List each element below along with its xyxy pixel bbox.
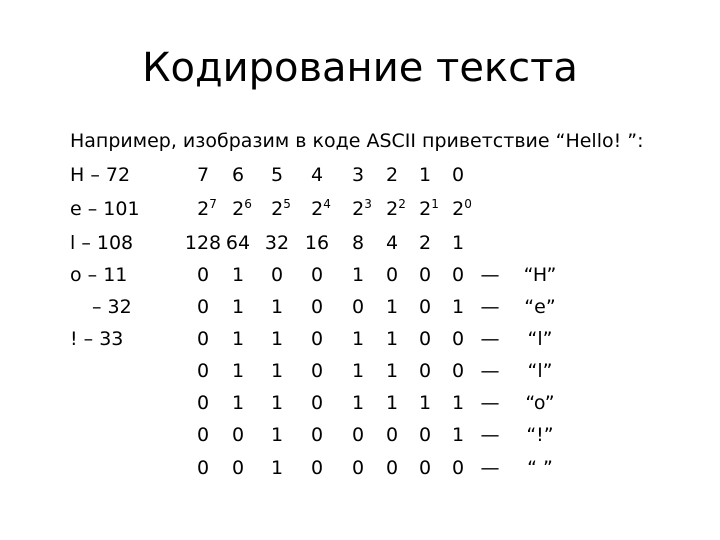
char-result: “e” — [524, 296, 556, 318]
bit-cell: 0 — [418, 296, 432, 318]
bit-position: 6 — [231, 164, 245, 186]
dash-separator: — — [480, 264, 500, 286]
power-exponent: 1 — [431, 197, 439, 211]
bit-cell: 0 — [351, 296, 365, 318]
bit-cell: 0 — [196, 296, 210, 318]
bit-cell: 0 — [351, 424, 365, 446]
bit-cell: 1 — [270, 328, 284, 350]
char-code-label: ! – 33 — [70, 328, 124, 350]
bit-cell: 1 — [270, 392, 284, 414]
power-exponent: 5 — [283, 197, 291, 211]
char-result: “l” — [527, 360, 553, 382]
bit-cell: 0 — [270, 264, 284, 286]
bit-cell: 0 — [196, 360, 210, 382]
bit-position: 4 — [310, 164, 324, 186]
bit-cell: 1 — [231, 328, 245, 350]
char-result: “l” — [527, 328, 553, 350]
power-base: 2 — [271, 198, 284, 220]
char-code-label: – 32 — [92, 296, 132, 318]
bit-position: 7 — [196, 164, 210, 186]
power-of-two — [197, 196, 217, 222]
bit-cell: 1 — [385, 296, 399, 318]
power-of-two — [232, 196, 252, 222]
bit-cell: 1 — [385, 392, 399, 414]
bit-cell: 1 — [385, 360, 399, 382]
char-code-label: o – 11 — [70, 264, 128, 286]
weight-value: 32 — [264, 232, 290, 254]
bit-position: 3 — [351, 164, 365, 186]
bit-cell: 0 — [351, 457, 365, 479]
power-of-two — [352, 196, 372, 222]
char-result: “o” — [525, 392, 555, 414]
bit-position: 1 — [418, 164, 432, 186]
power-of-two — [271, 196, 291, 222]
char-code-label: e – 101 — [70, 198, 140, 220]
bit-cell: 1 — [270, 424, 284, 446]
intro-text: Например, изобразим в коде ASCII приветствие “Hello! ”: — [70, 130, 644, 152]
bit-cell: 0 — [310, 296, 324, 318]
bit-cell: 0 — [418, 424, 432, 446]
bit-cell: 1 — [418, 392, 432, 414]
bit-cell: 1 — [351, 392, 365, 414]
bit-cell: 1 — [231, 264, 245, 286]
bit-cell: 1 — [351, 360, 365, 382]
bit-cell: 1 — [351, 328, 365, 350]
bit-cell: 0 — [310, 424, 324, 446]
bit-cell: 0 — [385, 457, 399, 479]
power-of-two — [386, 196, 406, 222]
power-exponent: 6 — [244, 197, 252, 211]
bit-position: 0 — [451, 164, 465, 186]
dash-separator: — — [480, 296, 500, 318]
bit-position: 5 — [270, 164, 284, 186]
char-code-label: H – 72 — [70, 164, 131, 186]
bit-cell: 0 — [196, 328, 210, 350]
dash-separator: — — [480, 328, 500, 350]
bit-cell: 1 — [270, 296, 284, 318]
power-of-two — [419, 196, 439, 222]
bit-cell: 0 — [310, 392, 324, 414]
bit-cell: 1 — [231, 392, 245, 414]
bit-cell: 0 — [196, 457, 210, 479]
weight-value: 64 — [225, 232, 251, 254]
weight-value: 8 — [351, 232, 365, 254]
dash-separator: — — [480, 424, 500, 446]
bit-cell: 0 — [196, 264, 210, 286]
bit-cell: 0 — [310, 360, 324, 382]
bit-cell: 0 — [451, 328, 465, 350]
bit-cell: 1 — [451, 296, 465, 318]
char-result: “H” — [523, 264, 557, 286]
dash-separator: — — [480, 360, 500, 382]
power-base: 2 — [352, 198, 365, 220]
power-exponent: 0 — [464, 197, 472, 211]
char-result: “ ” — [527, 457, 553, 479]
bit-cell: 0 — [385, 424, 399, 446]
power-of-two — [452, 196, 472, 222]
bit-cell: 0 — [310, 328, 324, 350]
power-exponent: 2 — [398, 197, 406, 211]
weight-value: 128 — [184, 232, 222, 254]
power-base: 2 — [419, 198, 432, 220]
bit-cell: 0 — [231, 457, 245, 479]
char-result: “!” — [526, 424, 554, 446]
bit-cell: 0 — [418, 457, 432, 479]
bit-cell: 1 — [451, 424, 465, 446]
weight-value: 1 — [451, 232, 465, 254]
bit-cell: 0 — [196, 424, 210, 446]
bit-cell: 0 — [418, 360, 432, 382]
power-exponent: 3 — [364, 197, 372, 211]
bit-cell: 1 — [385, 328, 399, 350]
weight-value: 16 — [304, 232, 330, 254]
bit-cell: 0 — [418, 328, 432, 350]
dash-separator: — — [480, 457, 500, 479]
bit-cell: 0 — [231, 424, 245, 446]
bit-cell: 1 — [351, 264, 365, 286]
power-base: 2 — [452, 198, 465, 220]
bit-cell: 0 — [418, 264, 432, 286]
bit-cell: 0 — [451, 457, 465, 479]
power-exponent: 4 — [323, 197, 331, 211]
char-code-label: l – 108 — [70, 232, 134, 254]
bit-cell: 0 — [310, 457, 324, 479]
dash-separator: — — [480, 392, 500, 414]
bit-cell: 1 — [270, 457, 284, 479]
bit-cell: 0 — [451, 264, 465, 286]
power-base: 2 — [386, 198, 399, 220]
power-base: 2 — [232, 198, 245, 220]
bit-cell: 0 — [196, 392, 210, 414]
weight-value: 4 — [385, 232, 399, 254]
bit-position: 2 — [385, 164, 399, 186]
bit-cell: 1 — [270, 360, 284, 382]
bit-cell: 0 — [451, 360, 465, 382]
weight-value: 2 — [418, 232, 432, 254]
bit-cell: 0 — [310, 264, 324, 286]
power-exponent: 7 — [209, 197, 217, 211]
power-base: 2 — [197, 198, 210, 220]
bit-cell: 1 — [451, 392, 465, 414]
power-of-two — [311, 196, 331, 222]
bit-cell: 0 — [385, 264, 399, 286]
bit-cell: 1 — [231, 296, 245, 318]
slide-title: Кодирование текста — [142, 45, 578, 91]
bit-cell: 1 — [231, 360, 245, 382]
power-base: 2 — [311, 198, 324, 220]
